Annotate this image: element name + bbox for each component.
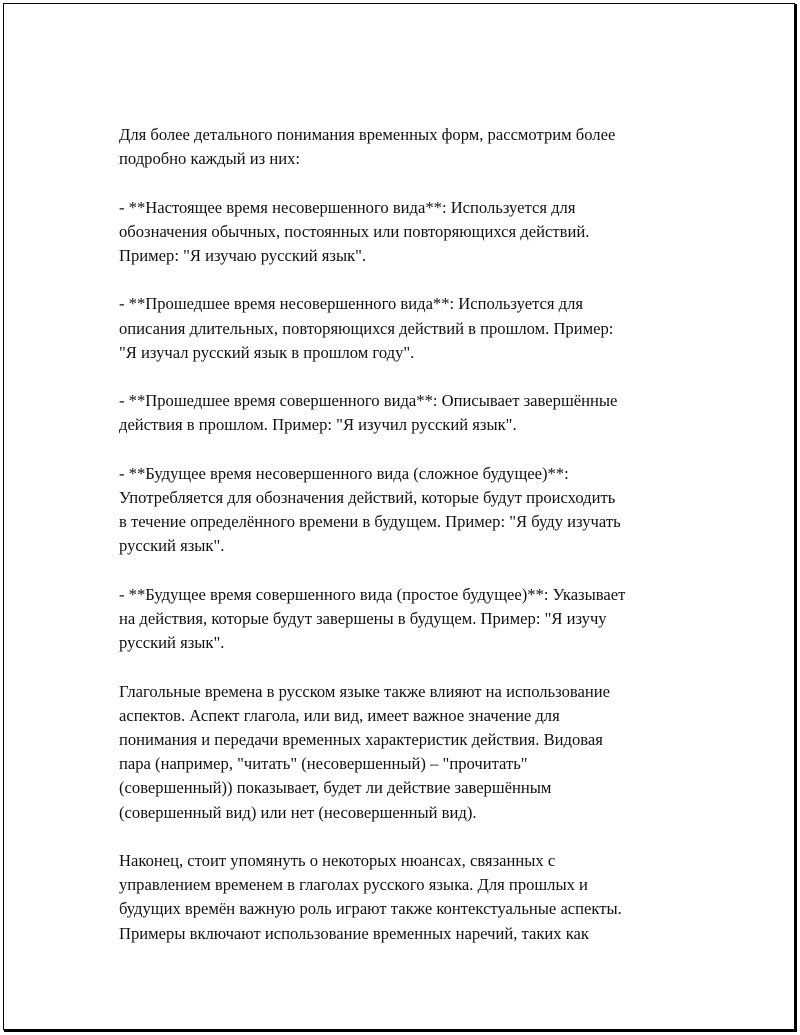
paragraph-present-imperfective: - **Настоящее время несовершенного вида**: Используется для обозначения обычных, постоянных или повторяющихся действий. Пример: "Я изучаю русский язык". [119,197,590,265]
paragraph-aspects: Глагольные времена в русском языке также влияют на использование аспектов. Аспект глагола, или вид, имеет важное значение для понимания и передачи временных характеристик действия. Видовая пара (например, "читать" (несовершенный) – "прочитать" (совершенный)) показывает, будет ли действие завершённым (совершенный вид) или нет (несовершенный вид). [119,681,610,822]
paragraph-past-perfective: - **Прошедшее время совершенного вида**: Описывает завершённые действия в прошлом. Пример: "Я изучил русский язык". [119,391,618,435]
paragraph-intro: Для более детального понимания временных форм, рассмотрим более подробно каждый из них: [119,125,616,169]
paragraph-future-imperfective: - **Будущее время несовершенного вида (сложное будущее)**: Употребляется для обозначения действий, которые будут происходить в течение определённого времени в будущем. Пример: "Я буду изучать русский язык". [119,463,621,556]
paragraph-conclusion: Наконец, стоит упомянуть о некоторых нюансах, связанных с управлением временем в глаголах русского языка. Для прошлых и будущих времён важную роль играют также контекстуальные аспекты. Примеры включают использование временных наречий, таких как [119,850,622,943]
paragraph-past-imperfective: - **Прошедшее время несовершенного вида**: Используется для описания длительных, повторяющихся действий в прошлом. Пример: "Я изучал русский язык в прошлом году". [119,294,614,362]
paragraph-future-perfective: - **Будущее время совершенного вида (простое будущее)**: Указывает на действия, которые будут завершены в будущем. Пример: "Я изучу русский язык". [119,584,626,653]
document-body [119,123,699,970]
page-frame [3,3,795,1030]
